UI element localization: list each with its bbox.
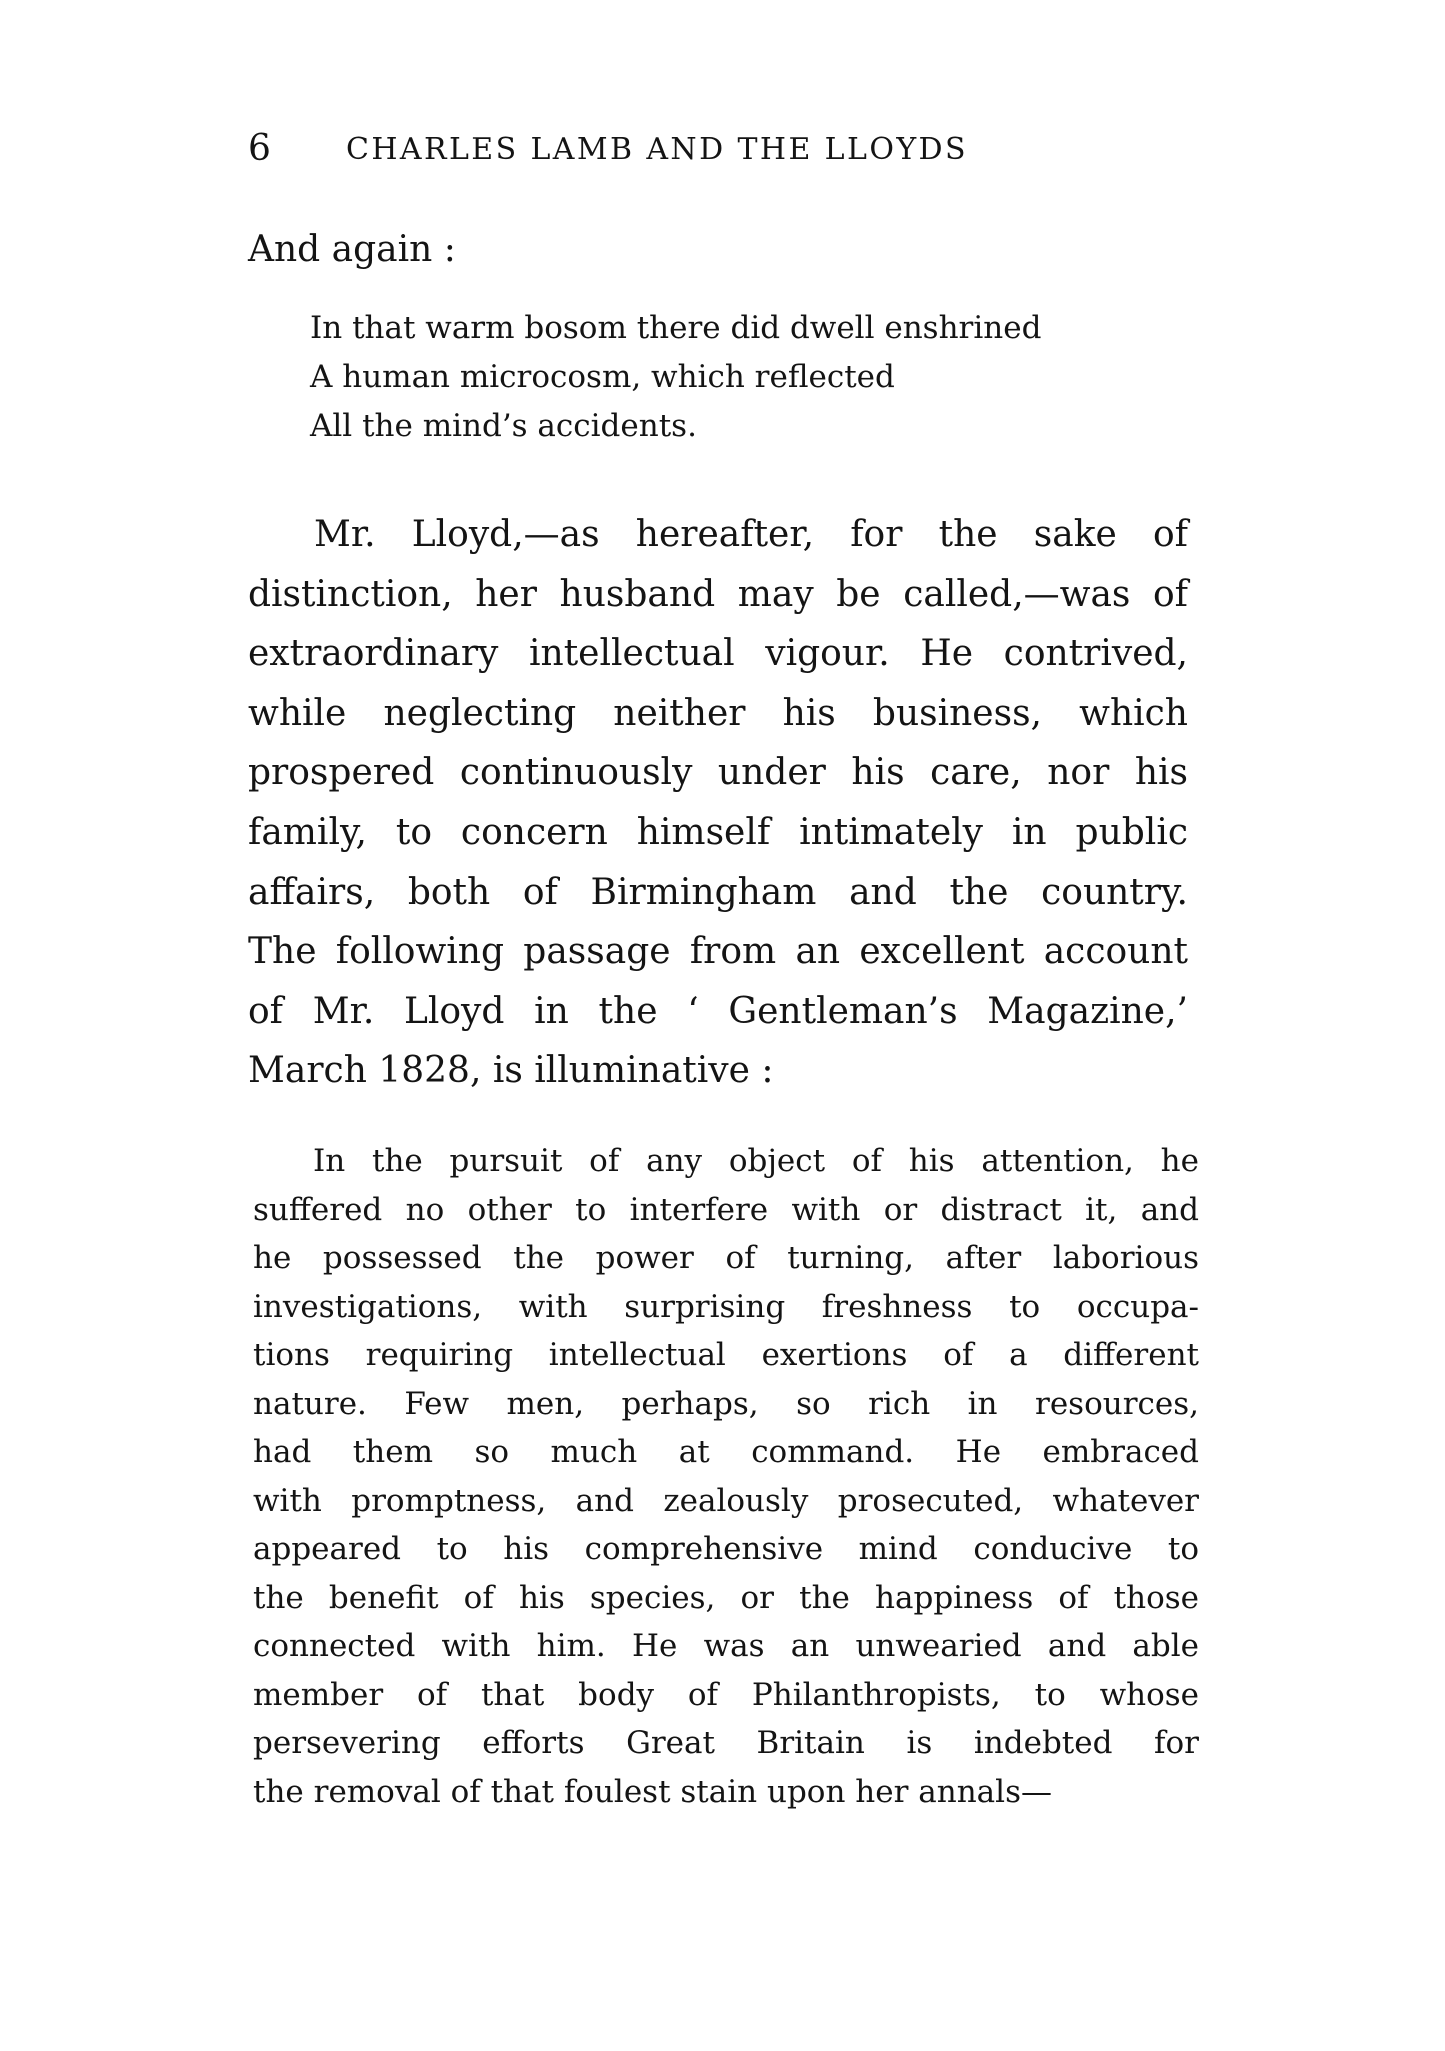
body-paragraph [248,505,1188,1101]
paragraph-line: affairs, both of Birmingham and the country. [248,871,1188,913]
paragraph-line: March 1828, is illuminative : [248,1050,774,1092]
block-quotation [253,1137,1199,1816]
paragraph-line: prospered continuously under his care, nor his [248,752,1188,794]
paragraph-line: extraordinary intellectual vigour. He contrived, [248,633,1188,675]
quotation-line: had them so much at command. He embraced [253,1434,1199,1470]
quotation-line: with promptness, and zealously prosecuted, whatever [253,1482,1199,1519]
quotation-line: suffered no other to interfere with or distract it, and [253,1191,1199,1228]
intro-line: And again : [248,229,456,270]
page-header [248,124,1108,174]
verse-line: In that warm bosom there did dwell enshrined [310,310,1042,346]
quotation-line: the benefit of his species, or the happiness of those [253,1579,1199,1616]
verse-line: A human microcosm, which reflected [310,359,895,395]
quotation-line: tions requiring intellectual exertions of a different [253,1337,1199,1373]
quotation-line: member of that body of Philanthropists, to whose [253,1676,1199,1713]
paragraph-line: family, to concern himself intimately in public [248,811,1188,853]
quotation-line: connected with him. He was an unwearied and able [253,1628,1199,1664]
quotation-line: In the pursuit of any object of his attention, he [313,1143,1199,1179]
paragraph-line: of Mr. Lloyd in the ‘ Gentleman’s Magazine,’ [248,990,1188,1032]
page-number: 6 [248,128,271,169]
paragraph-line: distinction, her husband may be called,—was of [248,573,1188,615]
verse-quotation [310,304,1041,451]
paragraph-line: while neglecting neither his business, which [248,692,1188,734]
paragraph-line: The following passage from an excellent account [248,931,1188,973]
quotation-line: investigations, with surprising freshness to occupa- [253,1288,1199,1325]
quotation-line: persevering efforts Great Britain is indebted for [253,1725,1199,1761]
quotation-line: nature. Few men, perhaps, so rich in resources, [253,1385,1199,1422]
quotation-line: he possessed the power of turning, after laborious [253,1240,1199,1276]
running-title: CHARLES LAMB AND THE LLOYDS [346,132,968,167]
paragraph-line: Mr. Lloyd,—as hereafter, for the sake of [314,514,1188,555]
quotation-line: appeared to his comprehensive mind conducive to [253,1531,1199,1567]
quotation-line: the removal of that foulest stain upon her annals— [253,1773,1052,1810]
verse-line: All the mind’s accidents. [310,408,697,444]
